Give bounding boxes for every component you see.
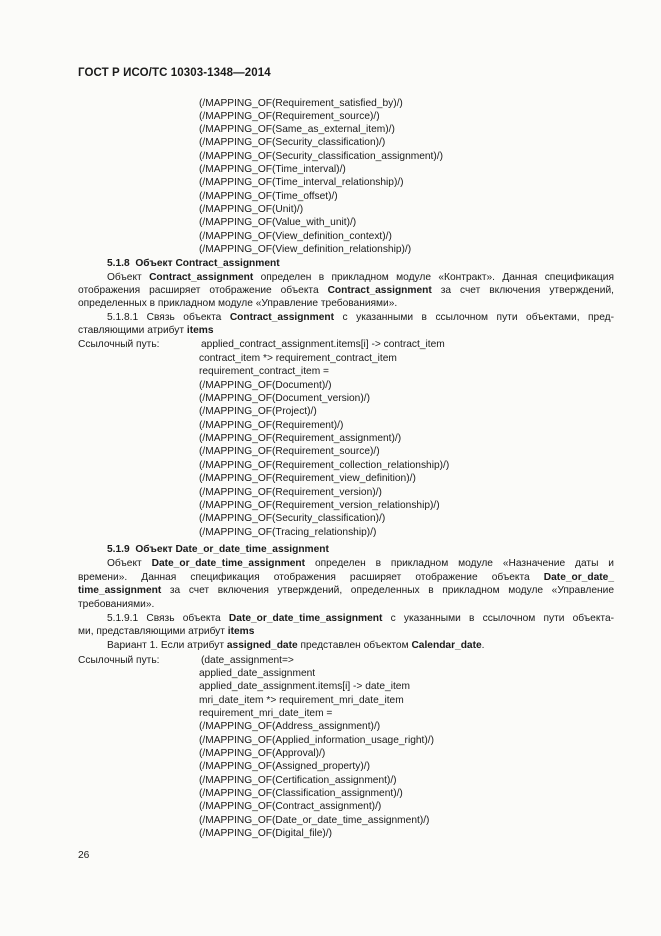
mapping-line: (/MAPPING_OF(Value_with_unit)/) — [199, 217, 357, 228]
reference-path-line: (/MAPPING_OF(Approval)/) — [199, 748, 326, 759]
mapping-line: (/MAPPING_OF(Security_classification)/) — [199, 137, 386, 148]
mapping-line: (/MAPPING_OF(Time_interval_relationship)/) — [199, 177, 404, 188]
reference-path-line: (/MAPPING_OF(Contract_assignment)/) — [199, 801, 382, 812]
paragraph-line: 5.1.9.1 Связь объекта Date_or_date_time_assignment с указанными в ссылочном пути объекта- — [107, 613, 615, 624]
paragraph-line: Объект Contract_assignment определен в прикладном модуле «Контракт». Данная спецификация — [107, 272, 614, 283]
variant-line: Вариант 1. Если атрибут assigned_date представлен объектом Calendar_date. — [107, 640, 485, 651]
mapping-line: (/MAPPING_OF(Unit)/) — [199, 204, 304, 215]
reference-path-line: (/MAPPING_OF(Certification_assignment)/) — [199, 775, 397, 786]
reference-path-label: Ссылочный путь: — [78, 655, 160, 666]
reference-path-line: (/MAPPING_OF(Requirement_assignment)/) — [199, 433, 402, 444]
reference-path-line: (/MAPPING_OF(Address_assignment)/) — [199, 721, 381, 732]
reference-path-line: (/MAPPING_OF(Requirement_collection_relationship)/) — [199, 460, 450, 471]
reference-path-line: requirement_mri_date_item = — [199, 708, 333, 719]
paragraph-line: 5.1.8.1 Связь объекта Contract_assignment с указанными в ссылочном пути объектами, пред- — [107, 312, 614, 323]
paragraph-line: времени». Данная спецификация отображения расширяет отображение объекта Date_or_date_ — [78, 572, 614, 583]
reference-path-label: Ссылочный путь: — [78, 339, 160, 350]
section-heading-5-1-8: 5.1.8 Объект Contract_assignment — [107, 258, 280, 269]
reference-path-line: applied_date_assignment — [199, 668, 316, 679]
paragraph-line: определенных в прикладном модуле «Управление требованиями». — [78, 298, 398, 309]
page-header: ГОСТ Р ИСО/ТС 10303-1348—2014 — [78, 67, 271, 79]
paragraph-line: требованиями». — [78, 599, 155, 610]
mapping-line: (/MAPPING_OF(Requirement_satisfied_by)/) — [199, 98, 403, 109]
paragraph-line: ставляющими атрибут items — [78, 325, 214, 336]
page-number: 26 — [78, 850, 90, 861]
reference-path-line: requirement_contract_item = — [199, 366, 329, 377]
reference-path-line: (/MAPPING_OF(Requirement_view_definition)/) — [199, 473, 416, 484]
reference-path-line: (/MAPPING_OF(Requirement_version)/) — [199, 487, 382, 498]
reference-path-line: (/MAPPING_OF(Tracing_relationship)/) — [199, 527, 377, 538]
reference-path-line: (/MAPPING_OF(Requirement_version_relationship)/) — [199, 500, 440, 511]
reference-path-line: (/MAPPING_OF(Project)/) — [199, 406, 317, 417]
mapping-line: (/MAPPING_OF(Same_as_external_item)/) — [199, 124, 395, 135]
reference-path-line: (/MAPPING_OF(Requirement_source)/) — [199, 446, 380, 457]
reference-path-line: applied_contract_assignment.items[i] -> contract_item — [201, 339, 445, 350]
reference-path-line: contract_item *> requirement_contract_item — [199, 353, 397, 364]
reference-path-line: (/MAPPING_OF(Assigned_property)/) — [199, 761, 370, 772]
reference-path-line: (/MAPPING_OF(Date_or_date_time_assignment)/) — [199, 815, 430, 826]
reference-path-line: (date_assignment=> — [201, 655, 294, 666]
reference-path-line: (/MAPPING_OF(Security_classification)/) — [199, 513, 386, 524]
reference-path-line: applied_date_assignment.items[i] -> date_item — [199, 681, 410, 692]
reference-path-line: mri_date_item *> requirement_mri_date_item — [199, 695, 404, 706]
reference-path-line: (/MAPPING_OF(Applied_information_usage_right)/) — [199, 735, 434, 746]
reference-path-line: (/MAPPING_OF(Document_version)/) — [199, 393, 370, 404]
paragraph-line: ми, представляющими атрибут items — [78, 626, 255, 637]
mapping-line: (/MAPPING_OF(Requirement_source)/) — [199, 111, 380, 122]
reference-path-line: (/MAPPING_OF(Digital_file)/) — [199, 828, 333, 839]
paragraph-line: time_assignment за счет включения утверждений, определенных в прикладном модуле «Управление — [78, 585, 614, 596]
paragraph-line: отображения расширяет отображение объекта Contract_assignment за счет включения утверждений, — [78, 285, 614, 296]
mapping-line: (/MAPPING_OF(Time_interval)/) — [199, 164, 346, 175]
section-heading-5-1-9: 5.1.9 Объект Date_or_date_time_assignment — [107, 544, 329, 555]
mapping-line: (/MAPPING_OF(View_definition_context)/) — [199, 231, 392, 242]
mapping-line: (/MAPPING_OF(Time_offset)/) — [199, 191, 338, 202]
reference-path-line: (/MAPPING_OF(Classification_assignment)/) — [199, 788, 403, 799]
reference-path-line: (/MAPPING_OF(Document)/) — [199, 380, 332, 391]
mapping-line: (/MAPPING_OF(View_definition_relationship)/) — [199, 244, 412, 255]
mapping-line: (/MAPPING_OF(Security_classification_assignment)/) — [199, 151, 444, 162]
paragraph-line: Объект Date_or_date_time_assignment определен в прикладном модуле «Назначение даты и — [107, 558, 614, 569]
reference-path-line: (/MAPPING_OF(Requirement)/) — [199, 420, 344, 431]
